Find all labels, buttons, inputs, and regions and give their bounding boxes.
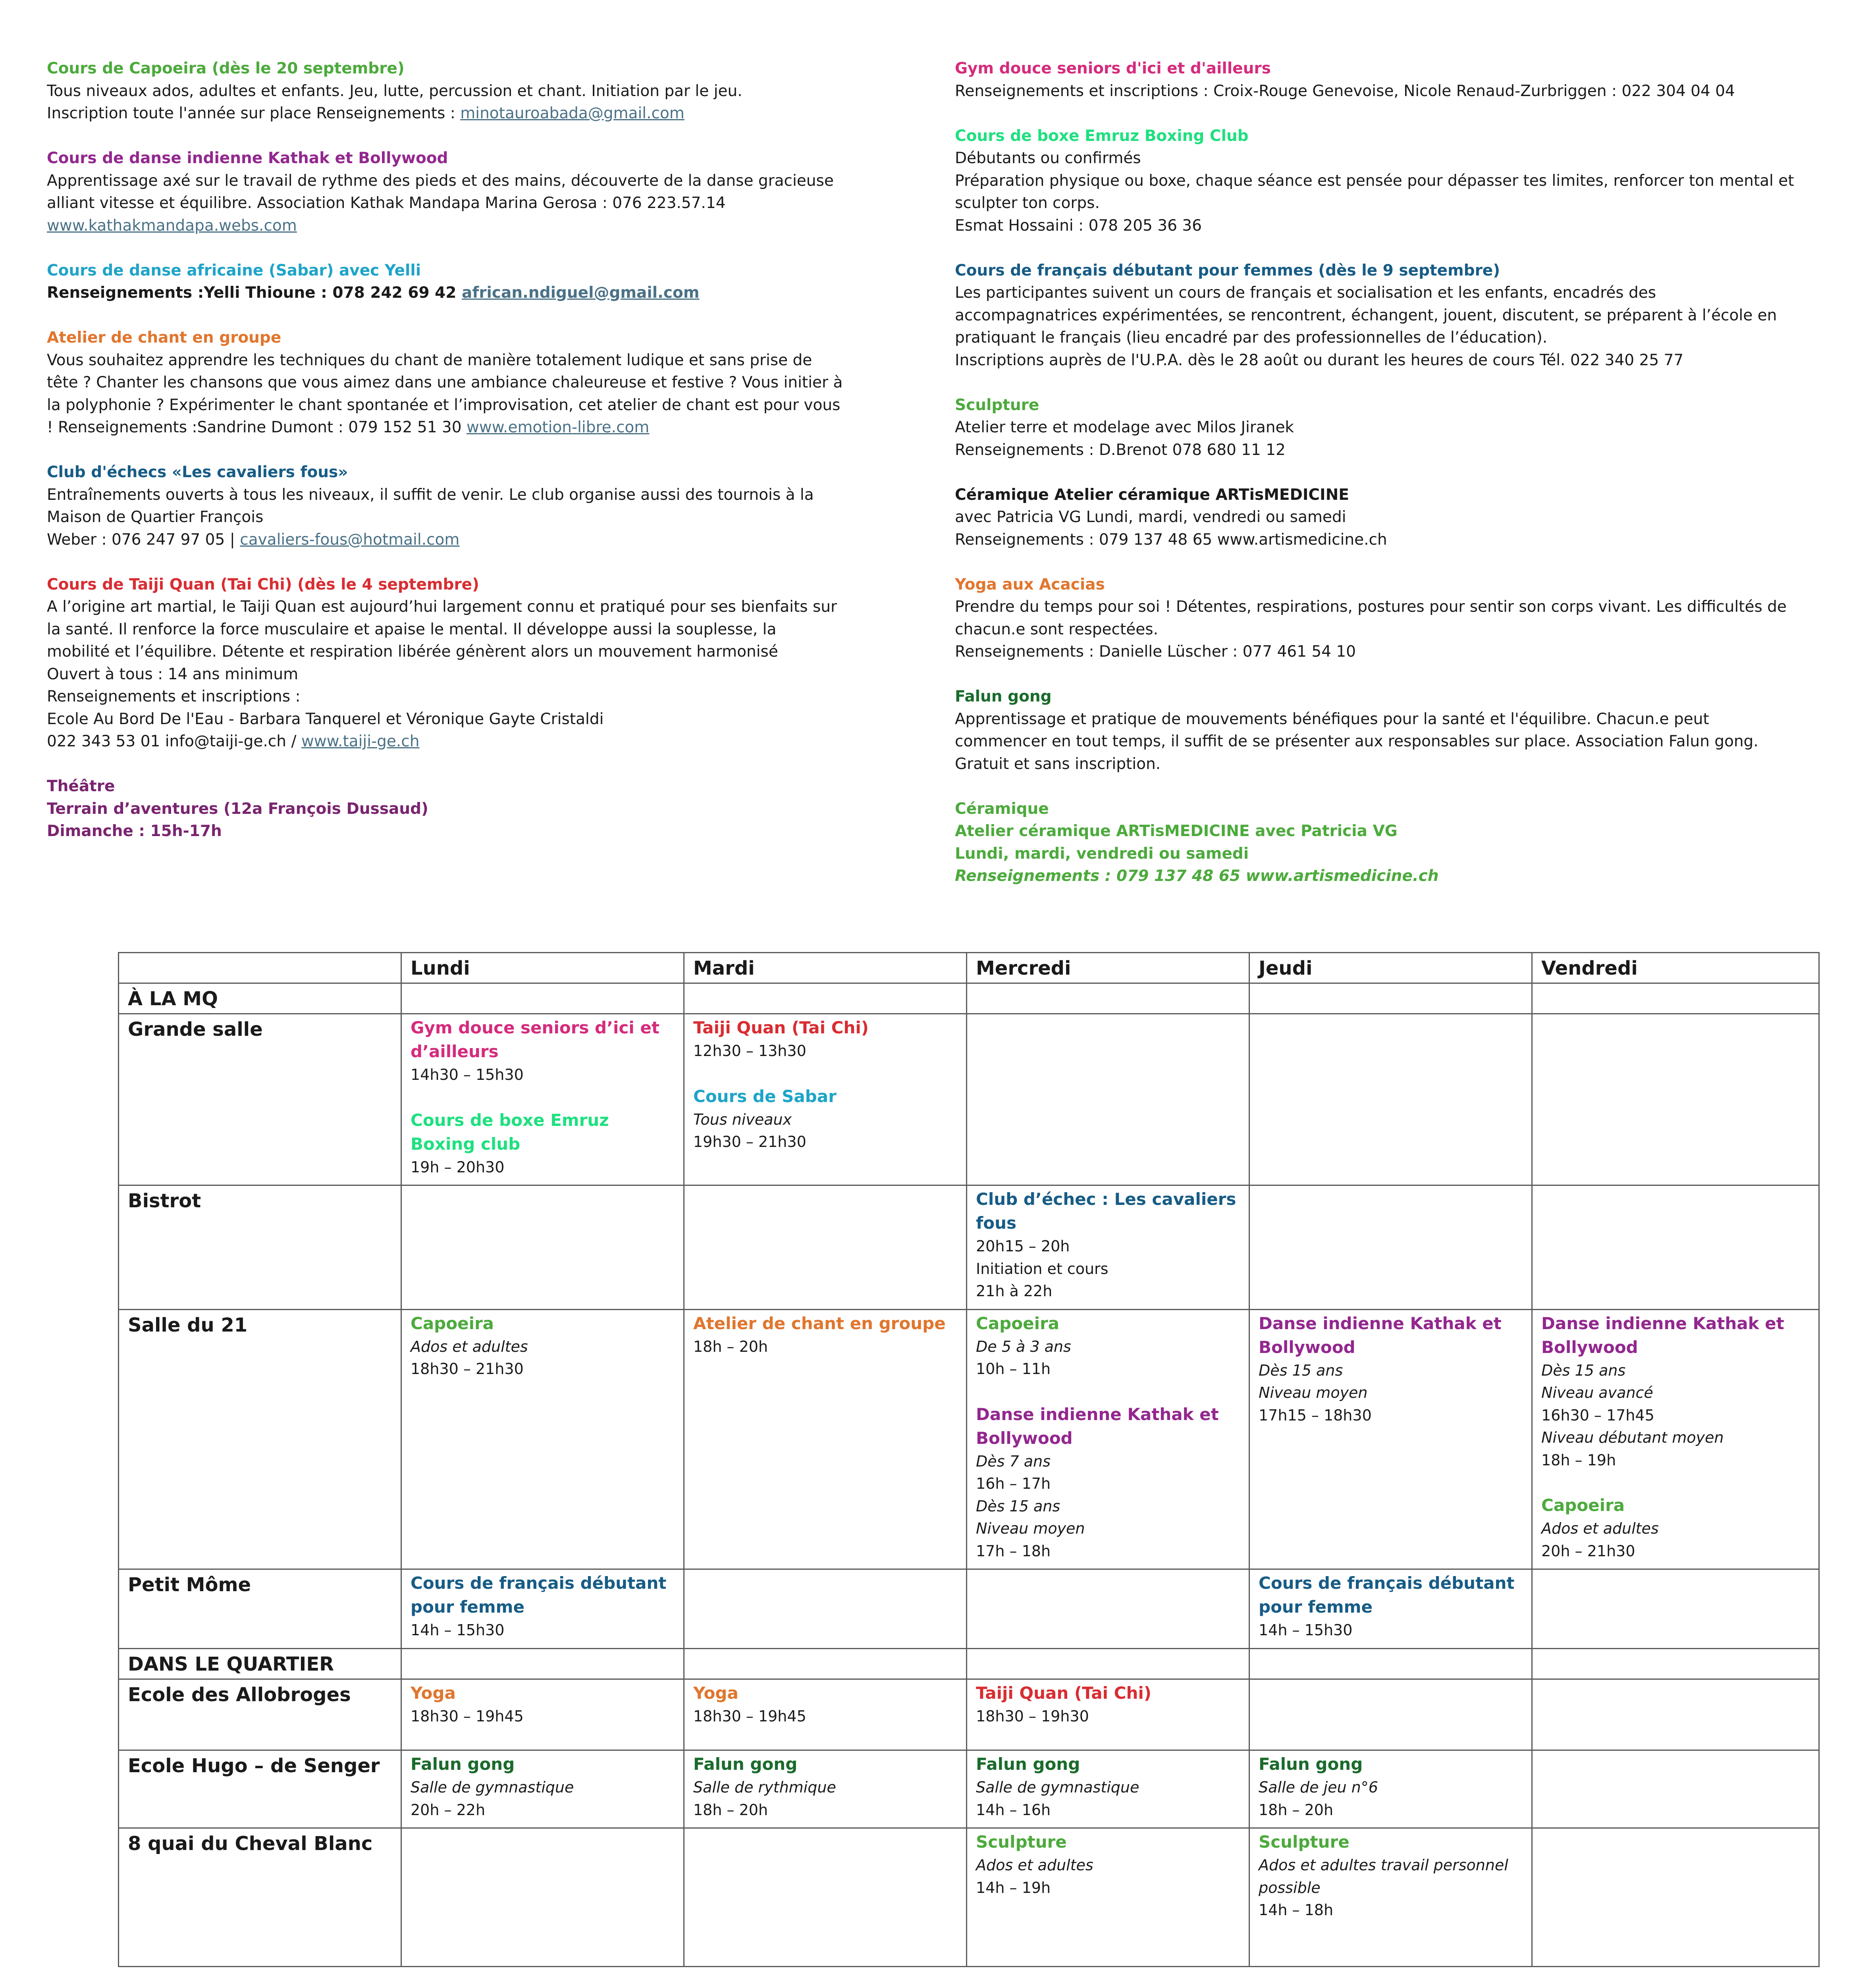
activity bbox=[693, 1312, 957, 1358]
activity-name: Falun gong bbox=[1259, 1754, 1363, 1774]
activity-detail: 18h – 20h bbox=[1259, 1801, 1334, 1819]
activity-name: Sculpture bbox=[1259, 1832, 1350, 1852]
entry-line bbox=[955, 416, 1816, 439]
activity-detail: 17h – 18h bbox=[976, 1542, 1051, 1560]
corner-cell bbox=[119, 953, 401, 983]
info-entry bbox=[47, 327, 865, 439]
activity-detail: De 5 à 3 ans bbox=[976, 1337, 1071, 1355]
activity-detail: 18h – 19h bbox=[1541, 1451, 1616, 1469]
activity bbox=[976, 1681, 1240, 1728]
info-entry bbox=[955, 58, 1816, 102]
schedule-cell bbox=[684, 1569, 967, 1649]
entry-title: Céramique Atelier céramique ARTisMEDICINE bbox=[955, 486, 1349, 504]
entry-line-text: Préparation physique ou boxe, chaque séance est pensée pour dépasser tes limites, renforcer ton mental et bbox=[955, 172, 1794, 190]
entry-line-text: Terrain d’aventures (12a François Dussaud) bbox=[47, 800, 428, 818]
schedule-cell bbox=[1249, 1750, 1532, 1828]
activity bbox=[976, 1187, 1240, 1303]
activity-name: Danse indienne Kathak et Bollywood bbox=[976, 1404, 1219, 1448]
activity-detail: 19h – 20h30 bbox=[411, 1158, 505, 1176]
info-entry bbox=[955, 686, 1816, 775]
activity bbox=[693, 1085, 957, 1153]
schedule-cell bbox=[1249, 1828, 1532, 1967]
activity-name: Falun gong bbox=[411, 1754, 515, 1774]
contact-link[interactable]: www.emotion-libre.com bbox=[466, 418, 650, 436]
entry-line-text: Renseignements : D.Brenot 078 680 11 12 bbox=[955, 441, 1286, 459]
activity-detail: 18h30 – 19h30 bbox=[976, 1707, 1089, 1725]
activity-name: Yoga bbox=[693, 1683, 738, 1703]
activity bbox=[1541, 1494, 1810, 1562]
activity-name: Capoeira bbox=[411, 1313, 494, 1333]
schedule-cell bbox=[967, 1569, 1249, 1649]
entry-title: Sculpture bbox=[955, 396, 1039, 414]
entry-line bbox=[47, 215, 865, 237]
entry-line-text: Renseignements :Yelli Thioune : 078 242 69 42 bbox=[47, 284, 462, 302]
entry-line bbox=[955, 708, 1816, 731]
schedule-cell bbox=[1532, 1309, 1819, 1569]
activity-detail: 14h30 – 15h30 bbox=[411, 1066, 524, 1083]
schedule-cell bbox=[1532, 1750, 1819, 1828]
entry-title: Falun gong bbox=[955, 688, 1052, 705]
entry-line-text: 022 343 53 01 info@taiji-ge.ch / bbox=[47, 732, 301, 750]
entry-line-text: alliant vitesse et équilibre. Association Kathak Mandapa Marina Gerosa : 076 223.57.14 bbox=[47, 194, 726, 212]
day-header-lundi: Lundi bbox=[401, 953, 684, 983]
activity bbox=[976, 1312, 1240, 1380]
activity-detail: 16h30 – 17h45 bbox=[1541, 1406, 1654, 1424]
info-entry bbox=[47, 260, 865, 304]
schedule-cell bbox=[401, 1750, 684, 1828]
contact-link[interactable]: www.taiji-ge.ch bbox=[301, 732, 420, 750]
entry-line bbox=[47, 619, 865, 641]
activity-detail: Niveau débutant moyen bbox=[1541, 1429, 1724, 1446]
activity-detail: Salle de gymnastique bbox=[976, 1779, 1139, 1796]
entry-line-text: Renseignements : 079 137 48 65 www.artismedicine.ch bbox=[955, 867, 1439, 885]
entry-line bbox=[47, 372, 865, 394]
schedule-row bbox=[119, 1750, 1819, 1828]
entry-line-text: Esmat Hossaini : 078 205 36 36 bbox=[955, 216, 1202, 235]
entry-line-text: avec Patricia VG Lundi, mardi, vendredi ou samedi bbox=[955, 508, 1346, 526]
entry-line bbox=[47, 102, 865, 125]
activity-name: Taiji Quan (Tai Chi) bbox=[693, 1018, 869, 1037]
info-entry bbox=[955, 574, 1816, 663]
activity-detail: 19h30 – 21h30 bbox=[693, 1133, 806, 1151]
activity bbox=[1259, 1312, 1523, 1427]
entry-line bbox=[955, 730, 1816, 753]
info-entry bbox=[47, 147, 865, 237]
activity-detail: Salle de jeu n°6 bbox=[1259, 1779, 1378, 1796]
activity-name: Atelier de chant en groupe bbox=[693, 1313, 946, 1333]
schedule-cell bbox=[401, 1648, 684, 1679]
entry-line bbox=[47, 416, 865, 439]
entry-line bbox=[47, 663, 865, 686]
activity-detail: 14h – 15h30 bbox=[1259, 1621, 1353, 1639]
activity-detail: 18h30 – 19h45 bbox=[411, 1707, 524, 1725]
entry-title: Céramique bbox=[955, 800, 1049, 818]
entry-title: Cours de danse africaine (Sabar) avec Yelli bbox=[47, 261, 421, 279]
activity bbox=[976, 1830, 1240, 1899]
activity-detail: 21h à 22h bbox=[976, 1282, 1053, 1300]
entry-line-text: Apprentissage axé sur le travail de rythme des pieds et des mains, découverte de la danse gracieuse bbox=[47, 172, 834, 190]
entry-title: Cours de Taiji Quan (Tai Chi) (dès le 4 septembre) bbox=[47, 575, 479, 594]
schedule-cell bbox=[684, 1648, 967, 1679]
entry-line-text: Tous niveaux ados, adultes et enfants. Jeu, lutte, percussion et chant. Initiation par le jeu. bbox=[47, 82, 742, 100]
schedule-row bbox=[119, 1828, 1819, 1967]
entry-line-text: accompagnatrices expérimentées, se rencontrent, échangent, jouent, discutent, se préparent à l’école en bbox=[955, 306, 1777, 324]
entry-line-text: Apprentissage et pratique de mouvements bénéfiques pour la santé et l'équilibre. Chacun.e peut bbox=[955, 710, 1709, 728]
schedule-cell bbox=[1249, 1185, 1532, 1310]
activity bbox=[976, 1752, 1240, 1821]
entry-line-text: Gratuit et sans inscription. bbox=[955, 755, 1161, 773]
activity-detail: Tous niveaux bbox=[693, 1110, 792, 1128]
activity-detail: Ados et adultes travail personnel possible bbox=[1259, 1856, 1508, 1896]
activity-detail: Dès 15 ans bbox=[1259, 1361, 1343, 1379]
activity-detail: 20h15 – 20h bbox=[976, 1237, 1070, 1255]
entry-line bbox=[47, 641, 865, 663]
activity bbox=[411, 1312, 675, 1380]
activity-detail: Ados et adultes bbox=[411, 1337, 528, 1355]
activity-name: Taiji Quan (Tai Chi) bbox=[976, 1683, 1151, 1703]
entry-line bbox=[47, 529, 865, 551]
schedule-cell bbox=[684, 1185, 967, 1310]
activity bbox=[1259, 1571, 1523, 1642]
schedule-cell bbox=[1532, 1569, 1819, 1649]
entry-line bbox=[47, 686, 865, 708]
schedule-cell bbox=[1532, 1828, 1819, 1967]
activity-detail: 18h30 – 21h30 bbox=[411, 1360, 524, 1378]
entry-line bbox=[47, 798, 865, 821]
entry-line bbox=[955, 596, 1816, 619]
activity-detail: 18h – 20h bbox=[693, 1801, 768, 1819]
entry-line bbox=[955, 619, 1816, 641]
activity-name: Falun gong bbox=[976, 1754, 1080, 1774]
entry-line bbox=[47, 394, 865, 417]
entry-line bbox=[47, 596, 865, 619]
info-entry bbox=[955, 260, 1816, 372]
schedule-cell bbox=[684, 1309, 967, 1569]
entry-line bbox=[47, 349, 865, 372]
activity-name: Sculpture bbox=[976, 1832, 1067, 1852]
activity-name: Falun gong bbox=[693, 1754, 798, 1774]
day-header-mardi: Mardi bbox=[684, 953, 967, 983]
room-label: Grande salle bbox=[119, 1014, 401, 1185]
room-label: À LA MQ bbox=[119, 983, 401, 1014]
activity-detail: Niveau avancé bbox=[1541, 1384, 1653, 1401]
activity bbox=[411, 1752, 675, 1821]
info-entry bbox=[47, 775, 865, 843]
schedule-cell bbox=[401, 1014, 684, 1185]
schedule-cell bbox=[1249, 1014, 1532, 1185]
activity-detail: 20h – 21h30 bbox=[1541, 1542, 1635, 1560]
activity-name: Capoeira bbox=[976, 1313, 1060, 1333]
schedule-cell bbox=[401, 983, 684, 1014]
entry-line bbox=[955, 327, 1816, 349]
entry-line-text: Inscriptions auprès de l'U.P.A. dès le 28 août ou durant les heures de cours Tél. 022 340 25 77 bbox=[955, 351, 1684, 369]
entry-line-text: chacun.e sont respectées. bbox=[955, 620, 1158, 638]
schedule-header-row bbox=[119, 953, 1819, 983]
schedule-cell bbox=[401, 1185, 684, 1310]
activity-name: Cours de boxe Emruz Boxing club bbox=[411, 1110, 609, 1154]
entry-line-text: ! Renseignements :Sandrine Dumont : 079 152 51 30 bbox=[47, 418, 467, 436]
schedule-cell bbox=[684, 1679, 967, 1750]
entry-line-text: commencer en tout temps, il suffit de se présenter aux responsables sur place. Association Falun gong. bbox=[955, 732, 1758, 750]
activity-detail: 10h – 11h bbox=[976, 1360, 1051, 1378]
entry-line bbox=[47, 730, 865, 753]
entry-line bbox=[955, 147, 1816, 170]
contact-link[interactable]: african.ndiguel@gmail.com bbox=[462, 284, 700, 302]
activity-detail: Salle de gymnastique bbox=[411, 1779, 574, 1796]
schedule-cell bbox=[401, 1569, 684, 1649]
entry-line bbox=[955, 80, 1816, 103]
schedule-row bbox=[119, 1185, 1819, 1310]
entry-line-text: Ouvert à tous : 14 ans minimum bbox=[47, 665, 299, 683]
entry-line bbox=[955, 304, 1816, 327]
schedule-cell bbox=[1532, 1014, 1819, 1185]
schedule-cell bbox=[1249, 1648, 1532, 1679]
entry-title: Gym douce seniors d'ici et d'ailleurs bbox=[955, 60, 1271, 77]
entry-line bbox=[47, 170, 865, 193]
entry-line-text: tête ? Chanter les chansons que vous aimez dans une ambiance chaleureuse et festive ? Vous initier à bbox=[47, 374, 843, 391]
info-entry bbox=[47, 574, 865, 753]
activity bbox=[693, 1681, 957, 1728]
room-label: Bistrot bbox=[119, 1185, 401, 1310]
info-entry bbox=[955, 798, 1816, 888]
schedule-row bbox=[119, 1679, 1819, 1750]
activity-detail: Initiation et cours bbox=[976, 1260, 1109, 1278]
entry-line-text: Atelier terre et modelage avec Milos Jiranek bbox=[955, 418, 1294, 436]
entry-title: Cours de danse indienne Kathak et Bollywood bbox=[47, 149, 448, 167]
entry-line bbox=[47, 506, 865, 529]
schedule-cell bbox=[1249, 1569, 1532, 1649]
room-label: Salle du 21 bbox=[119, 1309, 401, 1569]
room-label: Ecole des Allobroges bbox=[119, 1679, 401, 1750]
room-label: 8 quai du Cheval Blanc bbox=[119, 1828, 401, 1967]
entry-title: Cours de Capoeira (dès le 20 septembre) bbox=[47, 60, 405, 77]
activity-detail: 17h15 – 18h30 bbox=[1259, 1406, 1372, 1424]
entry-line-text: la santé. Il renforce la force musculaire et apaise le mental. Il développe aussi la souplesse, la bbox=[47, 620, 777, 638]
entry-line-text: Renseignements et inscriptions : Croix-Rouge Genevoise, Nicole Renaud-Zurbriggen : 022 304 04 04 bbox=[955, 82, 1735, 100]
info-entry bbox=[955, 125, 1816, 237]
entry-line bbox=[955, 192, 1816, 215]
entry-line-text: mobilité et l’équilibre. Détente et respiration libérée génèrent alors un mouvement harmonisé bbox=[47, 643, 778, 661]
schedule-cell bbox=[684, 1750, 967, 1828]
schedule-cell bbox=[967, 1828, 1249, 1967]
entry-line-text: Renseignements : Danielle Lüscher : 077 461 54 10 bbox=[955, 643, 1356, 661]
activity-name: Cours de français débutant pour femme bbox=[1259, 1573, 1515, 1617]
activity bbox=[411, 1016, 675, 1086]
weekly-schedule-table bbox=[118, 952, 1820, 1967]
activity-name: Capoeira bbox=[1541, 1495, 1625, 1515]
activity-detail: Dès 15 ans bbox=[1541, 1361, 1626, 1379]
activity-detail: Niveau moyen bbox=[976, 1520, 1085, 1537]
schedule-cell bbox=[1249, 1309, 1532, 1569]
day-header-vendredi: Vendredi bbox=[1532, 953, 1819, 983]
activity bbox=[411, 1571, 675, 1642]
schedule-cell bbox=[401, 1679, 684, 1750]
entry-line bbox=[47, 192, 865, 215]
activity-detail: 16h – 17h bbox=[976, 1475, 1051, 1492]
entry-line bbox=[955, 529, 1816, 551]
schedule-cell bbox=[1532, 1648, 1819, 1679]
activity-detail: 12h30 – 13h30 bbox=[693, 1042, 806, 1060]
activity-detail: 14h – 15h30 bbox=[411, 1621, 505, 1639]
schedule-cell bbox=[967, 1309, 1249, 1569]
schedule-row bbox=[119, 1569, 1819, 1649]
entry-line-text: Les participantes suivent un cours de français et socialisation et les enfants, encadrés des bbox=[955, 284, 1656, 302]
entry-line-text: Vous souhaitez apprendre les techniques du chant de manière totalement ludique et sans prise de bbox=[47, 351, 812, 369]
schedule-cell bbox=[967, 1014, 1249, 1185]
schedule-cell bbox=[1532, 1185, 1819, 1310]
entry-line-text: Prendre du temps pour soi ! Détentes, respirations, postures pour sentir son corps vivant. Les difficultés de bbox=[955, 598, 1787, 616]
activity-detail: Dès 15 ans bbox=[976, 1497, 1060, 1515]
left-column bbox=[47, 58, 865, 865]
contact-link[interactable]: cavaliers-fous@hotmail.com bbox=[240, 530, 460, 549]
entry-line-text: Renseignements : 079 137 48 65 www.artismedicine.ch bbox=[955, 530, 1387, 549]
entry-line bbox=[955, 753, 1816, 776]
activity-detail: Ados et adultes bbox=[976, 1856, 1093, 1874]
entry-line-text: la polyphonie ? Expérimenter le chant spontanée et l’improvisation, cet atelier de chant est pour vous bbox=[47, 396, 841, 414]
schedule-cell bbox=[684, 1014, 967, 1185]
contact-link[interactable]: www.kathakmandapa.webs.com bbox=[47, 216, 297, 235]
schedule-row bbox=[119, 1309, 1819, 1569]
entry-line-text: Renseignements et inscriptions : bbox=[47, 688, 301, 705]
activity-detail: 14h – 18h bbox=[1259, 1901, 1334, 1919]
info-entry bbox=[955, 394, 1816, 462]
entry-line-text: Débutants ou confirmés bbox=[955, 149, 1141, 167]
entry-line-text: Atelier céramique ARTisMEDICINE avec Patricia VG bbox=[955, 822, 1398, 840]
schedule-row bbox=[119, 1014, 1819, 1185]
activity bbox=[976, 1403, 1240, 1563]
activity-name: Cours de français débutant pour femme bbox=[411, 1573, 667, 1617]
entry-line bbox=[955, 170, 1816, 193]
activity-name: Yoga bbox=[411, 1683, 456, 1703]
activity bbox=[411, 1108, 675, 1179]
activity bbox=[693, 1016, 957, 1062]
activity-name: Cours de Sabar bbox=[693, 1086, 837, 1106]
schedule-cell bbox=[967, 1750, 1249, 1828]
activity-detail: 14h – 16h bbox=[976, 1801, 1051, 1819]
entry-line-text: Ecole Au Bord De l'Eau - Barbara Tanquerel et Véronique Gayte Cristaldi bbox=[47, 710, 604, 728]
schedule-cell bbox=[1532, 1679, 1819, 1750]
info-entry bbox=[47, 461, 865, 551]
schedule-cell bbox=[1249, 1679, 1532, 1750]
entry-title: Atelier de chant en groupe bbox=[47, 329, 281, 347]
entry-line bbox=[955, 349, 1816, 372]
activity-detail: 14h – 19h bbox=[976, 1879, 1051, 1896]
activity-detail: 18h – 20h bbox=[693, 1337, 768, 1355]
schedule-cell bbox=[967, 1185, 1249, 1310]
contact-link[interactable]: minotauroabada@gmail.com bbox=[460, 104, 684, 122]
entry-line bbox=[955, 843, 1816, 865]
activity-detail: Salle de rythmique bbox=[693, 1779, 836, 1796]
entry-line bbox=[955, 865, 1816, 888]
schedule-cell bbox=[1249, 983, 1532, 1014]
entry-line bbox=[47, 820, 865, 843]
entry-line-text: Inscription toute l'année sur place Renseignements : bbox=[47, 104, 461, 122]
entry-line bbox=[955, 506, 1816, 529]
entry-line-text: Entraînements ouverts à tous les niveaux, il suffit de venir. Le club organise aussi des tournois à la bbox=[47, 486, 814, 504]
schedule-cell bbox=[1532, 983, 1819, 1014]
schedule-cell bbox=[401, 1309, 684, 1569]
room-label: Petit Môme bbox=[119, 1569, 401, 1649]
activity-detail: 18h30 – 19h45 bbox=[693, 1707, 806, 1725]
schedule-cell bbox=[684, 983, 967, 1014]
entry-title: Cours de français débutant pour femmes (dès le 9 septembre) bbox=[955, 261, 1500, 279]
activity-detail: Niveau moyen bbox=[1259, 1384, 1368, 1401]
activity bbox=[1259, 1752, 1523, 1821]
entry-line-text: Dimanche : 15h-17h bbox=[47, 822, 222, 840]
activity bbox=[1259, 1830, 1523, 1921]
right-column bbox=[955, 58, 1816, 910]
entry-line bbox=[47, 80, 865, 103]
entry-line-text: pratiquant le français (lieu encadré par des professionnelles de l’éducation). bbox=[955, 329, 1548, 347]
entry-line bbox=[955, 439, 1816, 462]
room-label: DANS LE QUARTIER bbox=[119, 1648, 401, 1679]
entry-line bbox=[955, 215, 1816, 237]
activity-name: Danse indienne Kathak et Bollywood bbox=[1259, 1313, 1502, 1357]
entry-title: Club d'échecs «Les cavaliers fous» bbox=[47, 463, 348, 481]
entry-line-text: A l’origine art martial, le Taiji Quan est aujourd’hui largement connu et pratiqué pour ses bienfaits sur bbox=[47, 598, 837, 616]
schedule-cell bbox=[684, 1828, 967, 1967]
activity-detail: 20h – 22h bbox=[411, 1801, 486, 1819]
activity bbox=[1541, 1312, 1810, 1472]
entry-line bbox=[47, 708, 865, 731]
entry-line-text: Weber : 076 247 97 05 | bbox=[47, 530, 240, 549]
room-label: Ecole Hugo – de Senger bbox=[119, 1750, 401, 1828]
schedule-row bbox=[119, 983, 1819, 1014]
entry-title: Yoga aux Acacias bbox=[955, 575, 1105, 594]
activity bbox=[411, 1681, 675, 1728]
day-header-mercredi: Mercredi bbox=[967, 953, 1249, 983]
schedule-cell bbox=[967, 1679, 1249, 1750]
schedule-cell bbox=[967, 1648, 1249, 1679]
entry-line-text: Maison de Quartier François bbox=[47, 508, 264, 526]
entry-line bbox=[955, 282, 1816, 304]
entry-title: Théâtre bbox=[47, 777, 115, 795]
entry-line bbox=[955, 641, 1816, 663]
entry-line bbox=[955, 820, 1816, 843]
activity bbox=[693, 1752, 957, 1821]
schedule-row bbox=[119, 1648, 1819, 1679]
entry-line-text: sculpter ton corps. bbox=[955, 194, 1100, 212]
activity-detail: Ados et adultes bbox=[1541, 1520, 1659, 1537]
schedule-cell bbox=[967, 983, 1249, 1014]
info-entry bbox=[47, 58, 865, 125]
entry-line bbox=[47, 484, 865, 507]
entry-line-text: Lundi, mardi, vendredi ou samedi bbox=[955, 844, 1249, 863]
info-entry bbox=[955, 484, 1816, 551]
entry-line bbox=[47, 282, 865, 304]
entry-title: Cours de boxe Emruz Boxing Club bbox=[955, 127, 1249, 145]
activity-detail: Dès 7 ans bbox=[976, 1452, 1051, 1470]
schedule-cell bbox=[401, 1828, 684, 1967]
day-header-jeudi: Jeudi bbox=[1249, 953, 1532, 983]
activity-name: Gym douce seniors d’ici et d’ailleurs bbox=[411, 1018, 659, 1061]
activity-name: Club d’échec : Les cavaliers fous bbox=[976, 1189, 1236, 1233]
activity-name: Danse indienne Kathak et Bollywood bbox=[1541, 1313, 1784, 1357]
